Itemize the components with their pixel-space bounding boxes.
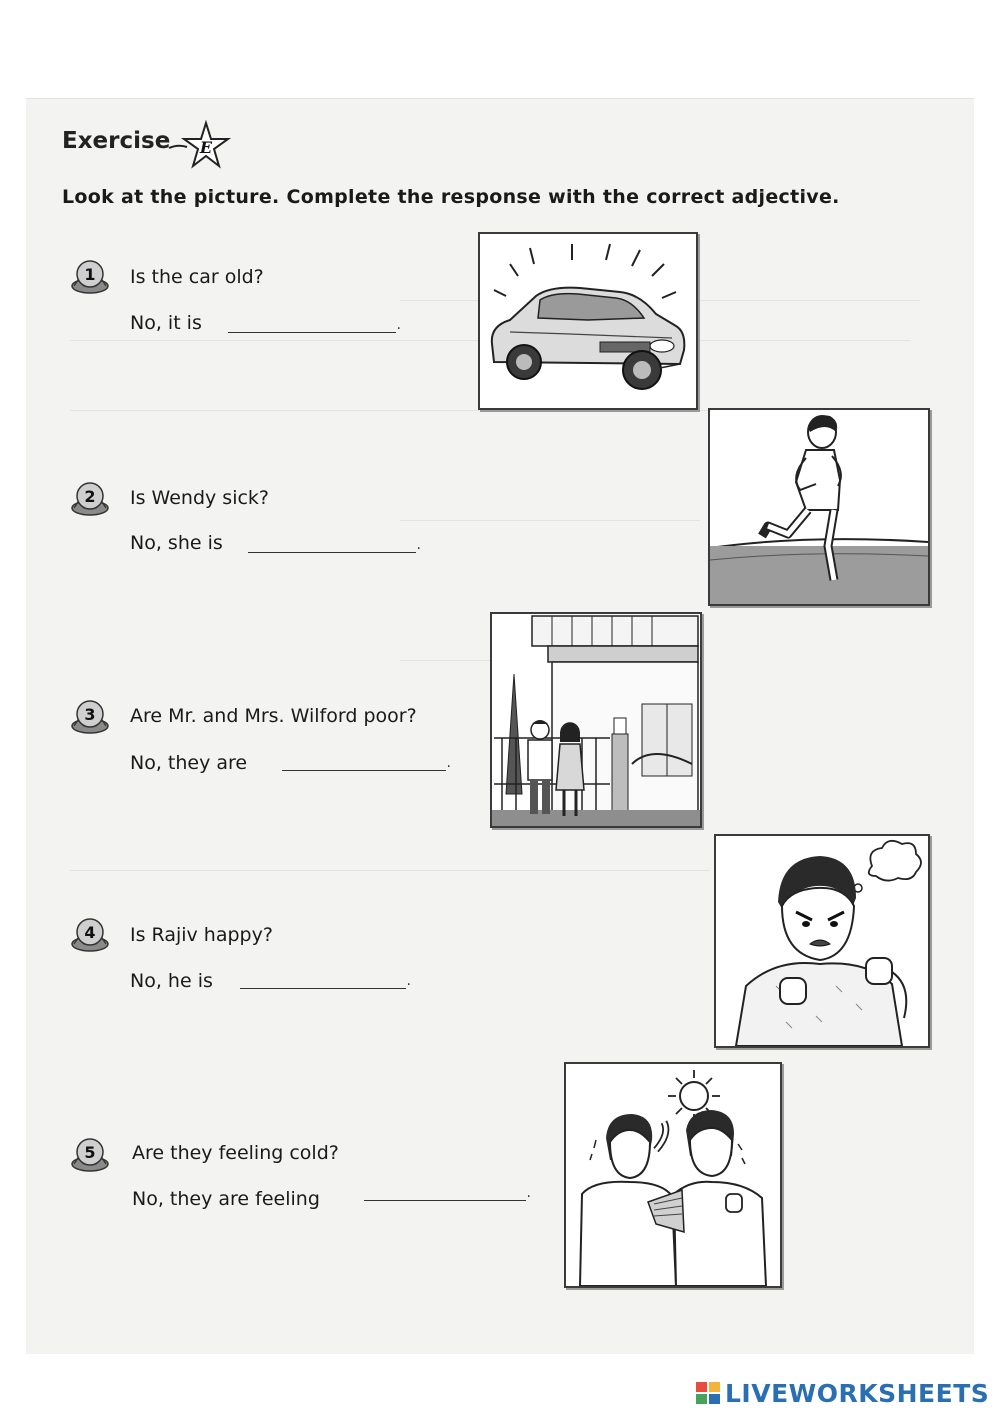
svg-text:1: 1 [84,265,96,284]
car-picture [478,232,698,410]
bleed-through-line [70,870,710,871]
answer-blank[interactable] [240,988,406,989]
liveworksheets-watermark [695,1378,989,1408]
angry-boy-picture [714,834,930,1048]
svg-text:5: 5 [84,1143,96,1162]
answer-blank[interactable] [228,332,396,333]
hot-weather-picture [564,1062,782,1288]
badge-letter: E [199,138,213,157]
house-couple-illustration [492,614,700,826]
question-text: Is the car old? [130,266,264,288]
answer-prefix: No, she is [130,532,223,554]
question-text: Is Wendy sick? [130,487,270,509]
question-text: Are Mr. and Mrs. Wilford poor? [130,705,417,727]
bleed-through-line [400,520,700,521]
exercise-title: Exercise [62,128,171,154]
svg-text:4: 4 [84,923,96,942]
shell-number-icon [66,478,114,518]
answer-prefix: No, they are [130,752,248,774]
answer-prefix: No, they are feeling [132,1188,320,1210]
shell-number-icon [66,914,114,954]
house-couple-picture [490,612,702,828]
running-girl-picture [708,408,930,606]
answer-prefix: No, it is [130,312,202,334]
car-illustration [480,234,696,408]
svg-text:2: 2 [84,487,96,506]
hot-weather-illustration [566,1064,780,1286]
angry-boy-illustration [716,836,928,1046]
question-text: Is Rajiv happy? [130,924,273,946]
running-girl-illustration [710,410,928,604]
answer-blank[interactable] [364,1200,526,1201]
shell-number-icon [66,1134,114,1174]
answer-blank[interactable] [248,552,416,553]
svg-text:3: 3 [84,705,96,724]
instruction-text: Look at the picture. Complete the response with the correct adjective. [62,186,840,208]
answer-blank[interactable] [282,770,446,771]
dash-swoosh [168,142,188,152]
question-text: Are they feeling cold? [132,1142,339,1164]
answer-prefix: No, he is [130,970,213,992]
shell-number-icon [66,696,114,736]
shell-number-icon [66,256,114,296]
liveworksheets-brand-text: LIVEWORKSHEETS [725,1378,990,1408]
liveworksheets-logo-icon [695,1380,721,1406]
